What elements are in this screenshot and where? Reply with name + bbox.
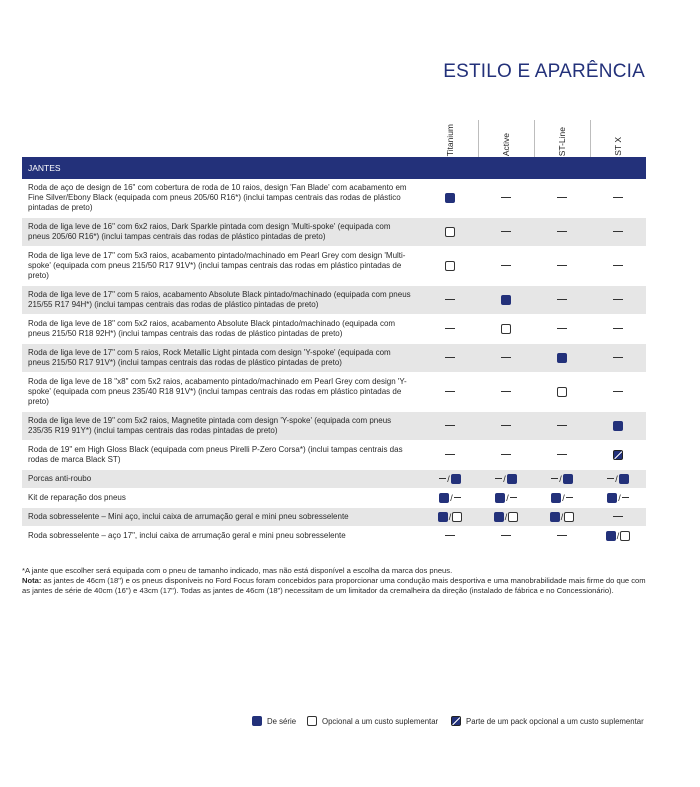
row-description: Roda de liga leve de 17" com 5 raios, acabamento Absolute Black pintado/machinado (equipada com pneus 215/55 R17 94H*) (inclui tampas centrais das rodas de plástico pintadas de preto) (22, 286, 422, 315)
pack-marker-icon (451, 716, 461, 726)
legend-standard-label: De série (267, 716, 297, 726)
availability-cell-active (478, 218, 534, 247)
standard-icon (606, 531, 616, 541)
optional-icon (452, 512, 462, 522)
standard-icon (445, 193, 455, 203)
table-row (22, 470, 646, 489)
row-description: Roda de aço de design de 16" com cobertura de roda de 10 raios, design 'Fan Blade' com acabamento em Fine Silver/Ebony Black (equipada com pneus 205/60 R16*) (inclui tampas centrais das rodas de plástico pintadas de preto) (22, 179, 422, 218)
row-description: Roda de liga leve de 17" com 5x3 raios, acabamento pintado/machinado em Pearl Grey com design 'Multi-spoke' (equipada com pneus 215/50 R17 91V*) (inclui tampas centrais das rodas em plástico pintadas de preto) (22, 247, 422, 286)
row-description: Roda de 19" em High Gloss Black (equipada com pneus Pirelli P-Zero Corsa*) (inclui tampas centrais das rodas de marca Black ST) (22, 441, 422, 470)
availability-cell-st-x (590, 315, 646, 344)
slash-separator: / (618, 492, 621, 503)
availability-cell-titanium (422, 373, 478, 412)
slash-separator: / (506, 492, 509, 503)
legend-pack-label: Parte de um pack opcional a um custo suplementar (466, 716, 644, 726)
not-available-icon (613, 231, 623, 232)
slash-separator: / (450, 492, 453, 503)
availability-cell-st-x (590, 373, 646, 412)
table-row (22, 508, 646, 527)
table-row (22, 286, 646, 315)
not-available-icon (445, 425, 455, 426)
not-available-icon (501, 231, 511, 232)
availability-cell-titanium (422, 470, 478, 489)
not-available-icon (613, 197, 623, 198)
availability-cell-active (478, 179, 534, 218)
availability-cell-active (478, 286, 534, 315)
not-available-icon (445, 454, 455, 455)
availability-cell-st-line (534, 508, 590, 527)
availability-cell-titanium (422, 344, 478, 373)
not-available-icon (613, 516, 623, 517)
nota-label: Nota: (22, 576, 42, 585)
not-available-icon (445, 535, 455, 536)
standard-icon (494, 512, 504, 522)
availability-cell-st-x (590, 412, 646, 441)
availability-cell-active (478, 470, 534, 489)
standard-icon (557, 353, 567, 363)
row-description: Roda sobresselente – Mini aço, inclui caixa de arrumação geral e mini pneu sobresselente (22, 508, 422, 527)
legend-standard (252, 716, 296, 726)
dash-icon (510, 497, 517, 498)
optional-icon (564, 512, 574, 522)
standard-icon (438, 512, 448, 522)
slash-separator: / (447, 473, 450, 484)
not-available-icon (557, 454, 567, 455)
availability-cell-titanium (422, 179, 478, 218)
availability-cell-st-line (534, 527, 590, 546)
dash-icon (551, 478, 558, 479)
standard-icon (495, 493, 505, 503)
table-row (22, 218, 646, 247)
legend-pack (451, 716, 644, 726)
table-row (22, 412, 646, 441)
column-header-st-x: ST X (613, 137, 623, 156)
table-row (22, 179, 646, 218)
not-available-icon (557, 535, 567, 536)
standard-icon (551, 493, 561, 503)
not-available-icon (613, 357, 623, 358)
optional-icon (501, 324, 511, 334)
availability-cell-st-line (534, 344, 590, 373)
not-available-icon (557, 328, 567, 329)
row-description: Roda de liga leve de 17" com 5 raios, Rock Metallic Light pintada com design 'Y-spoke' (equipada com pneus 215/50 R17 91V*) (inclui tampas centrais das rodas de plástico pintadas de preto) (22, 344, 422, 373)
slash-separator: / (503, 473, 506, 484)
not-available-icon (613, 391, 623, 392)
availability-cell-st-line (534, 247, 590, 286)
column-headers (422, 112, 646, 156)
slash-separator: / (615, 473, 618, 484)
dash-icon (495, 478, 502, 479)
column-header-titanium: Titanium (445, 123, 455, 156)
page-title: ESTILO E APARÊNCIA (443, 61, 645, 82)
availability-cell-st-line (534, 470, 590, 489)
row-description: Kit de reparação dos pneus (22, 489, 422, 508)
not-available-icon (445, 357, 455, 358)
column-header-active: Active (501, 132, 511, 156)
table-row (22, 489, 646, 508)
availability-cell-titanium (422, 218, 478, 247)
availability-cell-active (478, 373, 534, 412)
availability-cell-titanium (422, 315, 478, 344)
availability-cell-titanium (422, 441, 478, 470)
row-description: Porcas anti-roubo (22, 470, 422, 489)
standard-icon (619, 474, 629, 484)
availability-cell-st-line (534, 179, 590, 218)
availability-cell-st-x (590, 247, 646, 286)
availability-cell-active (478, 489, 534, 508)
slash-separator: / (504, 511, 508, 522)
notes (22, 566, 652, 596)
availability-cell-st-x (590, 489, 646, 508)
slash-separator: / (448, 511, 452, 522)
availability-cell-titanium (422, 247, 478, 286)
row-description: Roda de liga leve de 16" com 6x2 raios, Dark Sparkle pintada com design 'Multi-spoke' (equipada com pneus 205/60 R16*) (inclui tampas centrais das rodas de plástico pintadas de preto) (22, 218, 422, 247)
legend-optional-label: Opcional a um custo suplementar (322, 716, 439, 726)
table-row (22, 527, 646, 546)
spec-table (22, 157, 646, 546)
availability-cell-st-line (534, 286, 590, 315)
availability-cell-st-x (590, 441, 646, 470)
standard-icon (607, 493, 617, 503)
row-description: Roda de liga leve de 19" com 5x2 raios, Magnetite pintada com design 'Y-spoke' (equipada com pneus 235/35 R19 91Y*) (inclui tampas centrais das rodas pintadas de preto) (22, 412, 422, 441)
dash-icon (607, 478, 614, 479)
availability-cell-st-line (534, 441, 590, 470)
legend-optional (307, 716, 438, 726)
availability-cell-st-x (590, 218, 646, 247)
optional-icon (508, 512, 518, 522)
slash-separator: / (562, 492, 565, 503)
dash-icon (454, 497, 461, 498)
table-row (22, 247, 646, 286)
standard-icon (563, 474, 573, 484)
row-description: Roda de liga leve de 18" com 5x2 raios, acabamento Absolute Black pintado/machinado (equipada com pneus 215/50 R18 92H*) (inclui tampas centrais das rodas de plástico pintadas de preto) (22, 315, 422, 344)
not-available-icon (501, 454, 511, 455)
not-available-icon (501, 265, 511, 266)
availability-cell-active (478, 247, 534, 286)
availability-cell-active (478, 527, 534, 546)
not-available-icon (557, 265, 567, 266)
availability-cell-st-line (534, 489, 590, 508)
availability-cell-active (478, 412, 534, 441)
availability-cell-st-x (590, 344, 646, 373)
not-available-icon (557, 299, 567, 300)
standard-icon (451, 474, 461, 484)
availability-cell-st-x (590, 179, 646, 218)
standard-icon (507, 474, 517, 484)
availability-cell-st-x (590, 508, 646, 527)
availability-cell-st-x (590, 527, 646, 546)
not-available-icon (557, 425, 567, 426)
availability-cell-active (478, 441, 534, 470)
availability-cell-st-x (590, 286, 646, 315)
table-row (22, 344, 646, 373)
not-available-icon (501, 535, 511, 536)
availability-cell-active (478, 315, 534, 344)
legend (0, 716, 700, 730)
availability-cell-st-x (590, 470, 646, 489)
availability-cell-st-line (534, 218, 590, 247)
not-available-icon (501, 391, 511, 392)
availability-cell-titanium (422, 286, 478, 315)
availability-cell-st-line (534, 373, 590, 412)
table-row (22, 441, 646, 470)
standard-icon (550, 512, 560, 522)
column-header-st-line: ST-Line (557, 126, 567, 156)
not-available-icon (501, 197, 511, 198)
not-available-icon (445, 391, 455, 392)
availability-cell-titanium (422, 508, 478, 527)
not-available-icon (613, 328, 623, 329)
table-row (22, 315, 646, 344)
slash-separator: / (560, 511, 564, 522)
standard-marker-icon (252, 716, 262, 726)
slash-separator: / (616, 530, 620, 541)
optional-icon (445, 261, 455, 271)
not-available-icon (445, 328, 455, 329)
section-header-jantes (22, 157, 646, 179)
not-available-icon (501, 425, 511, 426)
availability-cell-st-line (534, 315, 590, 344)
not-available-icon (557, 197, 567, 198)
not-available-icon (445, 299, 455, 300)
not-available-icon (557, 231, 567, 232)
table-row (22, 373, 646, 412)
dash-icon (439, 478, 446, 479)
optional-marker-icon (307, 716, 317, 726)
dash-icon (622, 497, 629, 498)
row-description: Roda de liga leve de 18 "x8" com 5x2 raios, acabamento pintado/machinado em Pearl Grey com design 'Y-spoke' (equipada com pneus 235/40 R18 91V*) (inclui tampas centrais das rodas em plástico pintadas de preto) (22, 373, 422, 412)
not-available-icon (613, 265, 623, 266)
row-description: Roda sobresselente – aço 17", inclui caixa de arrumação geral e mini pneu sobresselente (22, 527, 422, 546)
standard-icon (501, 295, 511, 305)
not-available-icon (501, 357, 511, 358)
standard-icon (439, 493, 449, 503)
availability-cell-active (478, 344, 534, 373)
optional-icon (557, 387, 567, 397)
section-title: JANTES (22, 157, 646, 179)
footnote: *A jante que escolher será equipada com o pneu de tamanho indicado, mas não está disponível a escolha da marca dos pneus. (22, 566, 453, 575)
availability-cell-titanium (422, 489, 478, 508)
availability-cell-active (478, 508, 534, 527)
slash-separator: / (559, 473, 562, 484)
optional-icon (620, 531, 630, 541)
dash-icon (566, 497, 573, 498)
standard-icon (613, 421, 623, 431)
availability-cell-st-line (534, 412, 590, 441)
nota-paragraph (22, 576, 652, 596)
availability-cell-titanium (422, 527, 478, 546)
pack-icon (613, 450, 623, 460)
nota-text: as jantes de 46cm (18") e os pneus disponíveis no Ford Focus foram concebidos para proporcionar uma condução mais desportiva e uma manobrabilidade mais firme do que com as jantes de série de 40cm (16") e 43cm (17"). Todas as jantes de 46cm (18") necessitam de um limitador da cremalheira da direção (instalado de fábrica e no Concessionário). (22, 576, 646, 595)
optional-icon (445, 227, 455, 237)
not-available-icon (613, 299, 623, 300)
availability-cell-titanium (422, 412, 478, 441)
